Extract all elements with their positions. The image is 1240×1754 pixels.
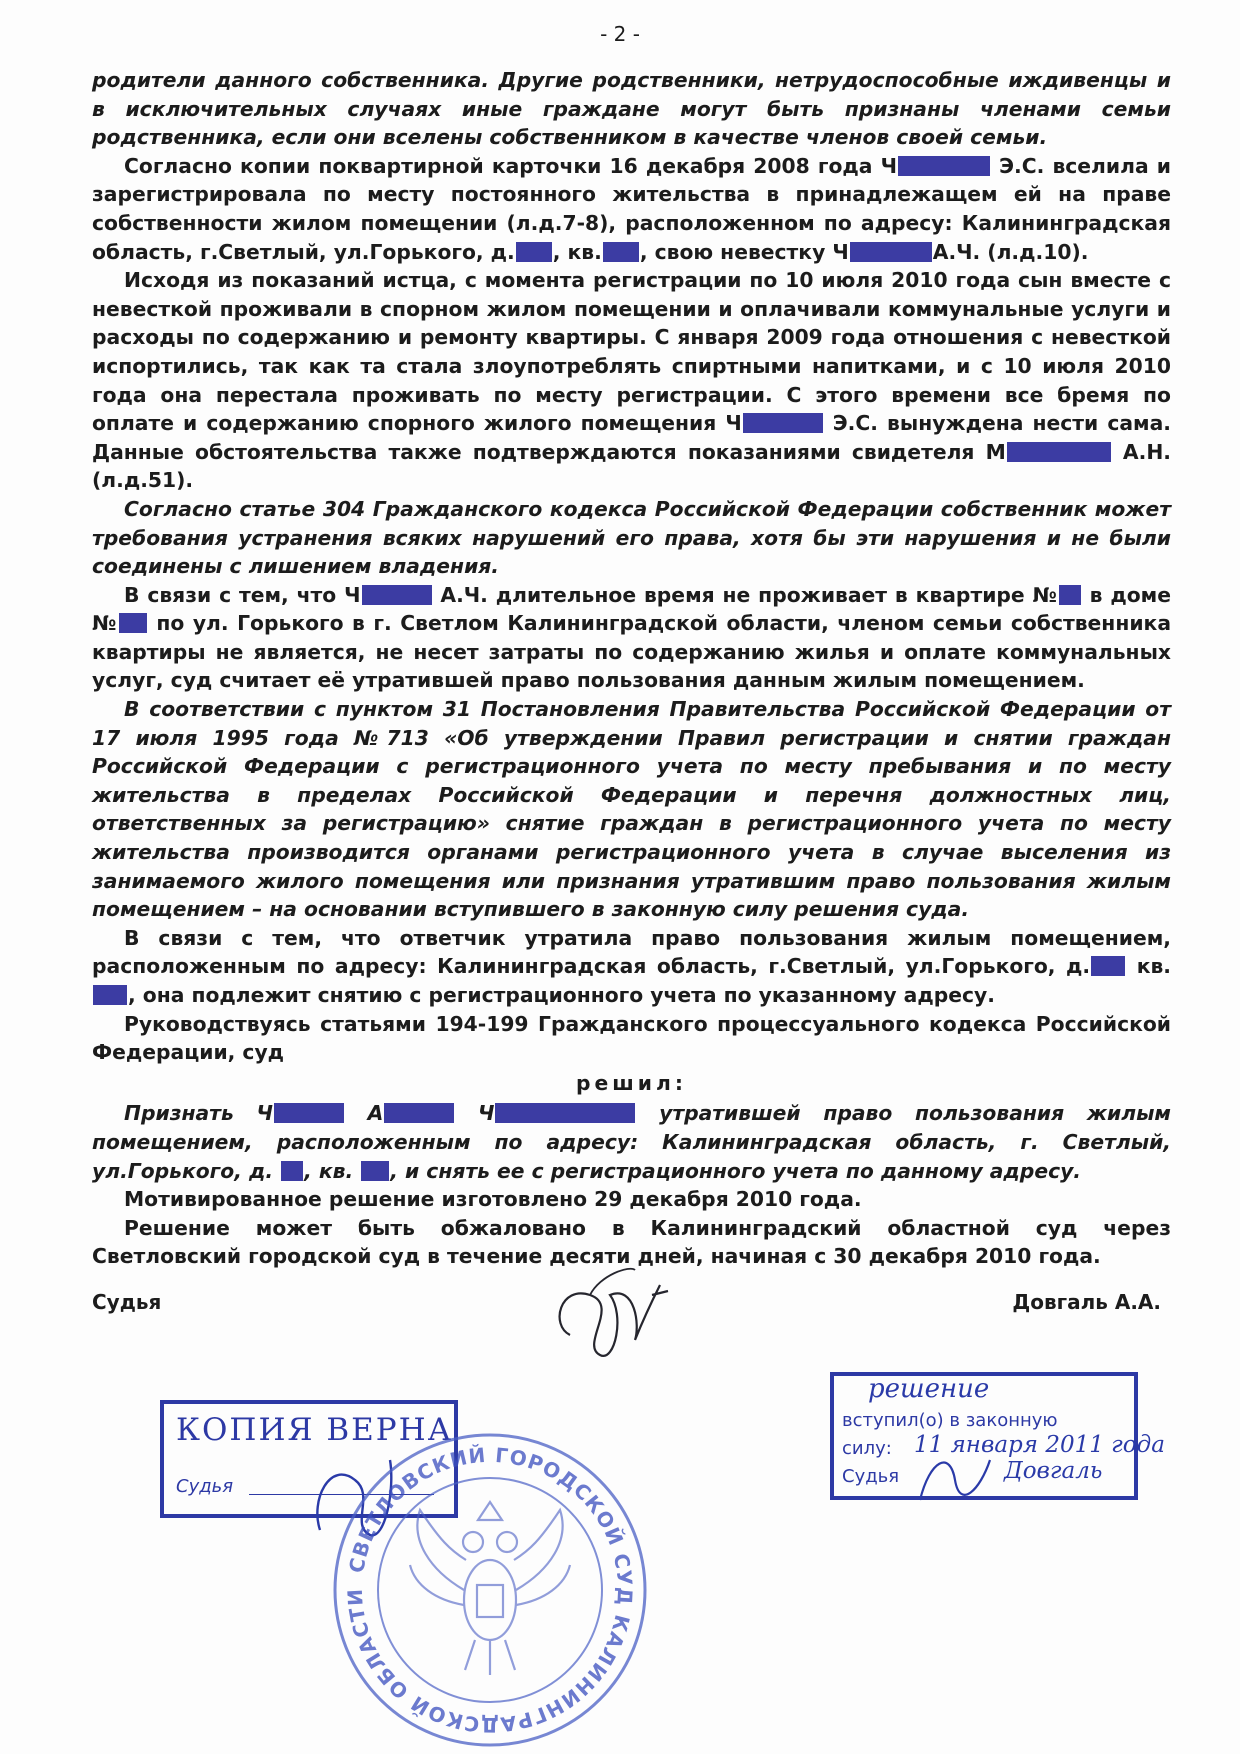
judge-signature bbox=[540, 1255, 680, 1375]
redaction bbox=[119, 613, 147, 633]
redaction bbox=[361, 1161, 389, 1181]
stamp-line: Судья bbox=[842, 1466, 900, 1487]
paragraph: Руководствуясь статьями 194-199 Гражданского процессуального кодекса Российской Федерации, суд bbox=[92, 1011, 1171, 1065]
paragraph: Мотивированное решение изготовлено 29 декабря 2010 года. bbox=[124, 1187, 862, 1212]
redaction bbox=[850, 242, 932, 262]
paragraph: Признать Ч А Ч утратившей право пользования жилым помещением, расположенным по адресу: Калининградская область, г. Светлый, ул.Горького, д. , кв. , и снять ее с регистрационного учета по данному адресу. bbox=[92, 1101, 1171, 1183]
redaction bbox=[93, 985, 127, 1005]
paragraph: родители данного собственника. Другие родственники, нетрудоспособные иждивенцы и в исключительных случаях иные граждане могут быть признаны членами семьи родственника, если они вселены собственником в качестве членов своей семьи. bbox=[92, 68, 1171, 150]
paragraph: В связи с тем, что Ч А.Ч. длительное время не проживает в квартире № в доме № по ул. Горького в г. Светлом Калининградской области, членом семьи собственника квартиры не является, не несет затраты по содержанию жилья и оплате коммунальных услуг, суд считает её утратившей право пользования данным жилым помещением. bbox=[92, 582, 1171, 693]
redaction bbox=[516, 242, 552, 262]
paragraph: Согласно копии поквартирной карточки 16 декабря 2008 года Ч Э.С. вселила и зарегистрировала по месту постоянного жительства в принадлежащем ей на праве собственности жилом помещении (л.д.7-8), расположенном по адресу: Калининградская область, г.Светлый, ул.Горького, д. , кв. , свою невестку Ч А.Ч. (л.д.10). bbox=[92, 153, 1171, 264]
paragraph: Решение может быть обжаловано в Калининградский областной суд через Светловский городской суд в течение десяти дней, начиная с 30 декабря 2010 года. bbox=[92, 1215, 1171, 1269]
stamp-title: КОПИЯ ВЕРНА bbox=[176, 1412, 454, 1448]
redaction bbox=[898, 156, 990, 176]
verdict-heading: решил: bbox=[576, 1070, 687, 1095]
redaction bbox=[603, 242, 639, 262]
stamp-judge-label: Судья bbox=[176, 1476, 234, 1497]
handwritten-name: Довгаль bbox=[1004, 1458, 1103, 1484]
paragraph: В связи с тем, что ответчик утратила право пользования жилым помещением, расположенным по адресу: Калининградская область, г.Светлый, ул.Горького, д. кв., она подлежит снятию с регистрационного учета по указанному адресу. bbox=[92, 925, 1171, 1007]
force-signature bbox=[910, 1440, 1000, 1520]
redaction bbox=[495, 1103, 635, 1123]
redaction bbox=[362, 585, 432, 605]
paragraph: Исходя из показаний истца, с момента регистрации по 10 июля 2010 года сын вместе с невесткой проживали в спорном жилом помещении и оплачивали коммунальные услуги и расходы по содержанию и ремонту квартиры. С января 2009 года отношения с невесткой испортились, так как та стала злоупотреблять спиртными напитками, и с 10 июля 2010 года она перестала проживать по месту регистрации. С этого времени все бремя по оплате и содержанию спорного жилого помещения Ч Э.С. вынуждена нести сама. Данные обстоятельства также подтверждаются показаниями свидетеля М А.Н. (л.д.51). bbox=[92, 268, 1171, 493]
redaction bbox=[1007, 442, 1111, 462]
redaction bbox=[384, 1103, 454, 1123]
seal-text: СВЕТЛОВСКИЙ ГОРОДСКОЙ СУД КАЛИНИНГРАДСКОЙ ОБЛАСТИ bbox=[342, 1442, 638, 1738]
document-body bbox=[92, 66, 1171, 1271]
judge-role: Судья bbox=[92, 1290, 162, 1314]
stamp-line: силу: bbox=[842, 1438, 892, 1459]
judge-name: Довгаль А.А. bbox=[1012, 1290, 1161, 1314]
paragraph: В соответствии с пунктом 31 Постановления Правительства Российской Федерации от 17 июля 1995 года №713 «Об утверждении Правил регистрации и снятии граждан Российской Федерации с регистрационного учета по месту пребывания и по месту жительства в пределах Российской Федерации и перечня должностных лиц, ответственных за регистрацию» снятие граждан в регистрационного учета по месту жительства производится органами регистрационного учета в случае выселения из занимаемого жилого помещения или признания утратившим право пользования жилым помещением – на основании вступившего в законную силу решения суда. bbox=[92, 697, 1171, 922]
redaction bbox=[1059, 585, 1081, 605]
paragraph: Согласно статье 304 Гражданского кодекса Российской Федерации собственник может требования устранения всяких нарушений его права, хотя бы эти нарушения и не были соединены с лишением владения. bbox=[92, 496, 1171, 579]
redaction bbox=[281, 1161, 303, 1181]
handwritten-date: 11 января 2011 года bbox=[914, 1432, 1165, 1458]
stamp-line: вступил(о) в законную bbox=[842, 1410, 1058, 1431]
court-seal bbox=[330, 1430, 650, 1750]
svg-text:СВЕТЛОВСКИЙ ГОРОДСКОЙ СУД КАЛИ bbox=[343, 1443, 638, 1737]
redaction bbox=[1091, 956, 1125, 976]
eagle-emblem-icon bbox=[410, 1502, 570, 1675]
redaction bbox=[743, 413, 823, 433]
page-number: - 2 - bbox=[600, 22, 640, 46]
handwritten-decision: решение bbox=[868, 1374, 990, 1404]
redaction bbox=[274, 1103, 344, 1123]
